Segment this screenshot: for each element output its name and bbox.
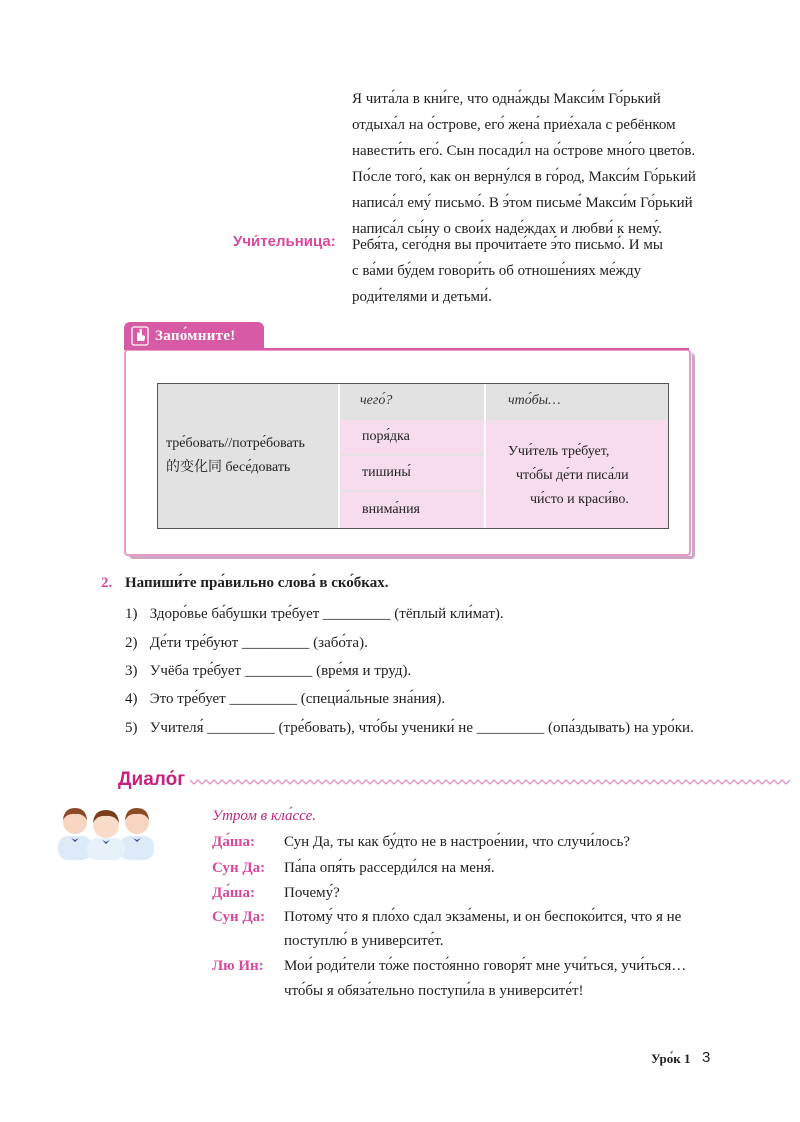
- dialogue-title: Диало́г: [118, 769, 186, 790]
- dialogue-speaker: Лю Ин:: [212, 958, 264, 974]
- exercise-item: [125, 663, 411, 680]
- exercise-item: [125, 691, 445, 708]
- noun-cell: поря́дка: [340, 420, 484, 454]
- dialogue-intro: Утром в кла́ссе.: [212, 808, 317, 824]
- students-illustration-icon: [56, 800, 156, 860]
- dialogue-line: что́бы я обяза́тельно поступи́ла в университе́т!: [284, 983, 584, 999]
- exercise-item: [125, 606, 504, 623]
- remember-tab-underline: [124, 348, 689, 350]
- item-text: Учителя́ _________ (тре́бовать), что́бы ученики́ не _________ (опа́здывать) на уро́ки.: [149, 720, 694, 736]
- passage-line: написа́л ему́ письмо́. В э́том письме́ Макси́м Го́рький: [352, 195, 693, 211]
- teacher-line: роди́телями и детьми́.: [352, 289, 492, 305]
- exercise-title: Напиши́те пра́вильно слова́ в ско́бках.: [125, 575, 389, 591]
- teacher-line: Ребя́та, сего́дня вы прочита́ете э́то письмо́. И мы: [352, 237, 663, 253]
- decorative-zigzag-rule: [190, 778, 790, 786]
- dialogue-line: поступлю́ в университе́т.: [284, 933, 444, 949]
- item-number: 1): [125, 606, 138, 622]
- passage-line: По́сле того́, как он верну́лся в го́род, Макси́м Го́рький: [352, 169, 696, 185]
- dialogue-line: Почему́?: [284, 885, 340, 901]
- verb-forms: тре́бовать//потре́бовать: [166, 436, 305, 451]
- remember-title: Запо́мните!: [155, 328, 236, 344]
- passage-line: Я чита́ла в кни́ге, что одна́жды Макси́м Го́рький: [352, 91, 661, 107]
- item-number: 2): [125, 635, 138, 651]
- verb-cell: [166, 432, 338, 480]
- grammar-table: [157, 383, 669, 529]
- passage-line: написа́л сы́ну о свои́х наде́ждах и любви́ к нему́.: [352, 221, 662, 237]
- teacher-line: с ва́ми бу́дем говори́ть об отноше́ниях ме́жду: [352, 263, 642, 279]
- exercise-item: [125, 635, 368, 652]
- column-header-chtoby: что́бы…: [486, 384, 668, 418]
- noun-cell: внима́ния: [340, 492, 484, 528]
- pointing-hand-icon: [131, 326, 149, 346]
- item-text: Здоро́вье ба́бушки тре́бует _________ (тёплый кли́мат).: [149, 606, 504, 622]
- example-line: чи́сто и краси́во.: [530, 492, 629, 507]
- dialogue-speaker: Сун Да:: [212, 909, 266, 925]
- item-number: 3): [125, 663, 138, 679]
- noun-cell: тишины́: [340, 456, 484, 490]
- passage-line: отдыха́л на о́строве, его́ жена́ прие́хала с ребёнком: [352, 117, 676, 133]
- dialogue-line: Сун Да, ты как бу́дто не в настрое́нии, что случи́лось?: [284, 834, 630, 850]
- table-divider: [338, 384, 340, 528]
- teacher-speaker-label: Учи́тельница:: [233, 233, 336, 250]
- dialogue-line: Потому́ что я пло́хо сдал экза́мены, и он беспоко́ится, что я не: [284, 909, 682, 925]
- table-divider: [484, 384, 486, 528]
- dialogue-speaker: Сун Да:: [212, 860, 266, 876]
- footer-lesson-label: Уро́к 1: [651, 1051, 691, 1066]
- example-line: что́бы де́ти писа́ли: [516, 468, 629, 483]
- item-number: 5): [125, 720, 138, 736]
- dialogue-speaker: Да́ша:: [212, 834, 255, 850]
- item-number: 4): [125, 691, 138, 707]
- dialogue-speaker: Да́ша:: [212, 885, 255, 901]
- item-text: Это тре́бует _________ (специа́льные зна́ния).: [149, 691, 446, 707]
- exercise-item: [125, 720, 694, 737]
- exercise-number: 2.: [101, 575, 113, 591]
- column-header-chego: чего́?: [340, 384, 484, 418]
- item-text: Де́ти тре́буют _________ (забо́та).: [149, 635, 368, 651]
- page-number: 3: [702, 1049, 711, 1066]
- dialogue-line: Па́па опя́ть рассерди́лся на меня́.: [284, 860, 495, 876]
- item-text: Учёба тре́бует _________ (вре́мя и труд).: [149, 663, 412, 679]
- example-cell: [486, 420, 668, 528]
- verb-note: 的变化同 бесе́довать: [166, 460, 291, 475]
- dialogue-line: Мои́ роди́тели то́же посто́янно говоря́т мне учи́ться, учи́ться…: [284, 958, 687, 974]
- example-line: Учи́тель тре́бует,: [508, 444, 610, 459]
- passage-line: навести́ть его́. Сын посади́л на о́строве мно́го цвето́в.: [352, 143, 696, 159]
